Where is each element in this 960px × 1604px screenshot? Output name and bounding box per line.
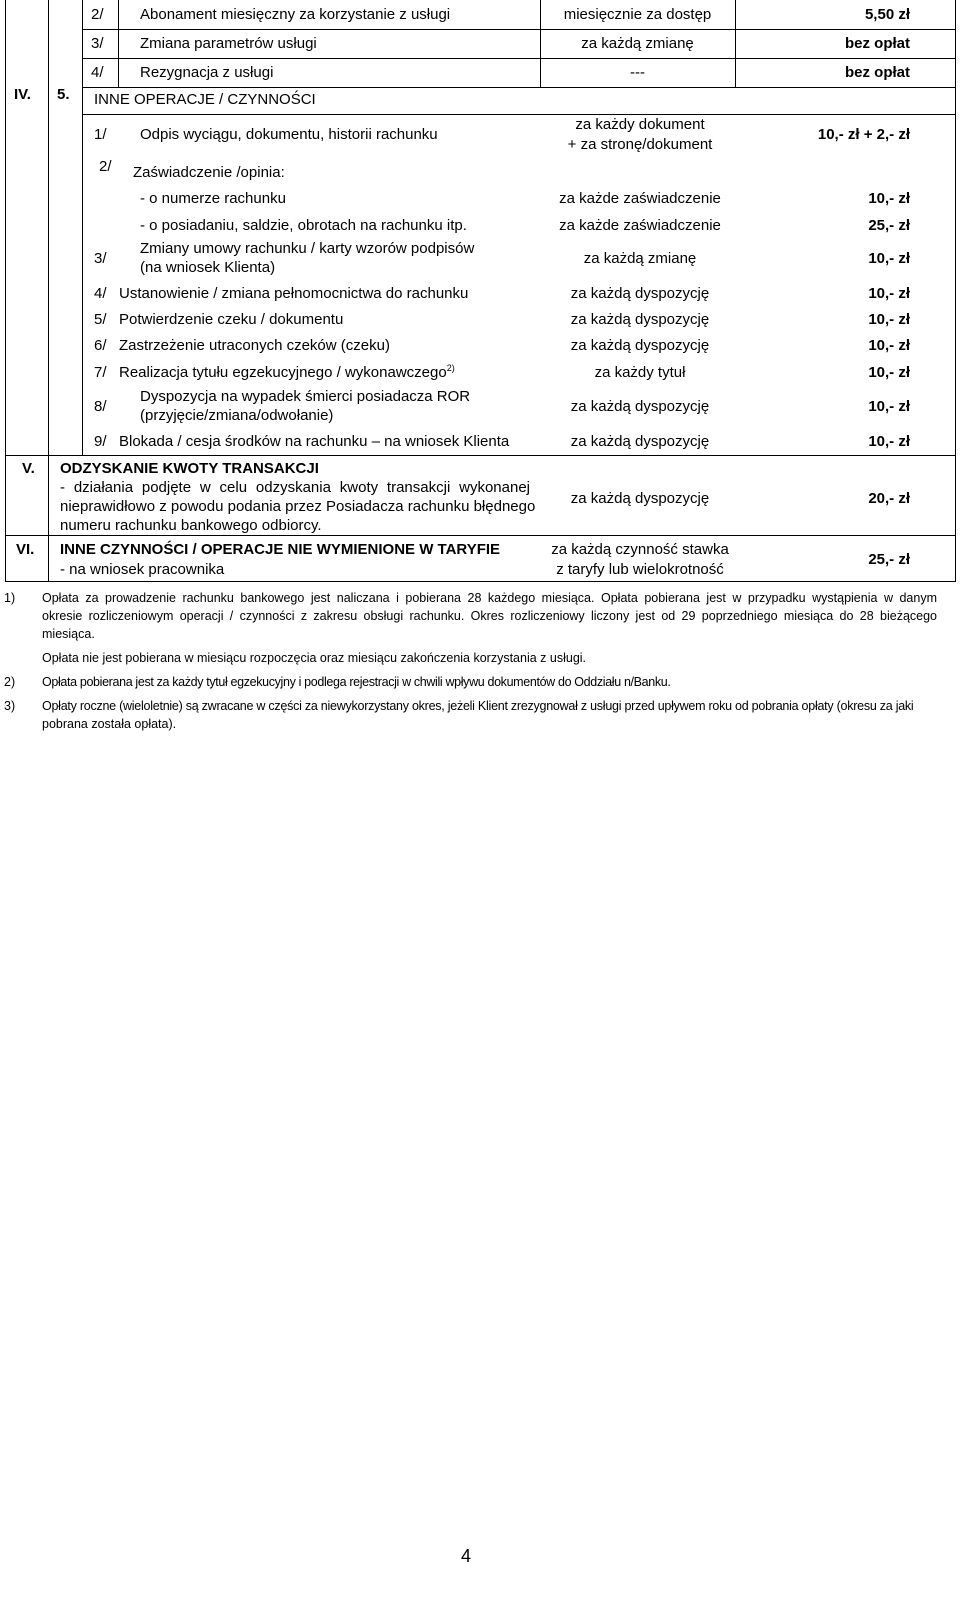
section-heading: INNE OPERACJE / CZYNNOŚCI xyxy=(94,91,316,108)
item-charge-mode: za każde zaświadczenie xyxy=(559,217,721,234)
row-description: Zmiana parametrów usługi xyxy=(140,35,317,52)
row-number: 2/ xyxy=(91,6,104,23)
item-charge-mode: za każdy dokument xyxy=(575,116,705,133)
section-description: nieprawidłowo z powodu podania przez Posiadacza rachunku błędnego xyxy=(60,498,536,515)
row-charge-mode: za każdą zmianę xyxy=(581,35,694,52)
section-roman-number: V. xyxy=(22,460,35,477)
section-description: - działania podjęte w celu odzyskania kwoty transakcji wykonanej xyxy=(60,479,530,496)
item-charge-mode: za każdą dyspozycję xyxy=(570,285,710,302)
section-heading: ODZYSKANIE KWOTY TRANSAKCJI xyxy=(60,460,319,477)
footnote-text: Opłata za prowadzenie rachunku bankowego jest naliczana i pobierana 28 każdego miesiąca. Opłata pobierana jest w przypadku wystąpienia w danym xyxy=(42,591,937,605)
section-subnumber: 5. xyxy=(57,86,70,103)
item-fee: 10,- zł xyxy=(868,433,910,450)
footnote-mark: 1) xyxy=(4,591,16,605)
footnote-mark: 3) xyxy=(4,699,16,713)
row-charge-mode: --- xyxy=(630,64,645,81)
section-charge-mode: z taryfy lub wielokrotność xyxy=(556,561,724,578)
row-number: 3/ xyxy=(91,35,104,52)
section-charge-mode: za każdą dyspozycję xyxy=(570,490,710,507)
footnote-ref: 2) xyxy=(446,363,455,373)
item-fee: 10,- zł + 2,- zł xyxy=(817,126,910,143)
footnote-text: Opłata nie jest pobierana w miesiącu rozpoczęcia oraz miesiącu zakończenia korzystania z usługi. xyxy=(42,651,587,665)
item-description: Potwierdzenie czeku / dokumentu xyxy=(119,311,344,328)
section-fee: 25,- zł xyxy=(868,551,910,568)
item-charge-mode: + za stronę/dokument xyxy=(567,136,713,153)
item-fee: 10,- zł xyxy=(868,250,910,267)
item-description: - o posiadaniu, saldzie, obrotach na rachunku itp. xyxy=(140,217,467,234)
row-number: 4/ xyxy=(91,64,104,81)
row-charge-mode: miesięcznie za dostęp xyxy=(563,6,712,23)
item-number: 3/ xyxy=(94,250,107,267)
footnote-text: Opłata pobierana jest za każdy tytuł egzekucyjny i podlega rejestracji w chwili wpływu dokumentów do Oddziału n/Banku. xyxy=(42,675,671,689)
item-fee: 10,- zł xyxy=(868,364,910,381)
item-description: - o numerze rachunku xyxy=(140,190,286,207)
section-description: numeru rachunku bankowego odbiorcy. xyxy=(60,517,322,534)
item-fee: 10,- zł xyxy=(868,190,910,207)
row-fee: 5,50 zł xyxy=(864,6,910,23)
item-fee: 25,- zł xyxy=(868,217,910,234)
item-description: Zastrzeżenie utraconych czeków (czeku) xyxy=(119,337,390,354)
item-charge-mode: za każde zaświadczenie xyxy=(559,190,721,207)
item-fee: 10,- zł xyxy=(868,311,910,328)
item-fee: 10,- zł xyxy=(868,337,910,354)
item-number: 4/ xyxy=(94,285,107,302)
item-number: 7/ xyxy=(94,364,107,381)
section-roman-number: IV. xyxy=(14,86,31,103)
section-charge-mode: za każdą czynność stawka xyxy=(551,541,729,558)
item-description: Zmiany umowy rachunku / karty wzorów podpisów xyxy=(140,240,475,257)
section-roman-number: VI. xyxy=(16,541,35,558)
item-description: Blokada / cesja środków na rachunku – na wniosek Klienta xyxy=(119,433,510,450)
item-description: Ustanowienie / zmiana pełnomocnictwa do rachunku xyxy=(119,285,469,302)
row-description: Rezygnacja z usługi xyxy=(140,64,274,81)
item-number: 2/ xyxy=(99,158,112,175)
page-number: 4 xyxy=(461,1546,472,1566)
item-charge-mode: za każdą zmianę xyxy=(583,250,697,267)
footnote-text: miesiąca. xyxy=(42,627,95,641)
footnote-text: Opłaty roczne (wieloletnie) są zwracane w części za niewykorzystany okres, jeżeli Klient zrezygnował z usługi przed upływem roku od pobrania opłaty (okresu za jaki xyxy=(42,699,914,713)
item-charge-mode: za każdą dyspozycję xyxy=(570,311,710,328)
footnote-mark: 2) xyxy=(4,675,16,689)
item-description xyxy=(119,364,455,382)
section-fee: 20,- zł xyxy=(868,490,910,507)
item-description: Odpis wyciągu, dokumentu, historii rachunku xyxy=(140,126,438,143)
item-description: (na wniosek Klienta) xyxy=(140,259,276,276)
item-fee: 10,- zł xyxy=(868,285,910,302)
item-description: (przyjęcie/zmiana/odwołanie) xyxy=(140,407,334,424)
item-description-text: Realizacja tytułu egzekucyjnego / wykonawczego xyxy=(119,364,447,381)
section-description: - na wniosek pracownika xyxy=(60,561,225,578)
item-charge-mode: za każdą dyspozycję xyxy=(570,433,710,450)
item-number: 5/ xyxy=(94,311,107,328)
item-fee: 10,- zł xyxy=(868,398,910,415)
item-number: 8/ xyxy=(94,398,107,415)
row-description: Abonament miesięczny za korzystanie z usługi xyxy=(140,6,451,23)
item-description: Dyspozycja na wypadek śmierci posiadacza ROR xyxy=(140,388,471,405)
row-fee: bez opłat xyxy=(844,35,910,52)
footnote-text: okresie rozliczeniowym operacji / czynności z zakresu obsługi rachunku. Okres rozliczeniowy liczony jest od 29 poprzedniego miesiąca do 28 bieżącego xyxy=(42,609,937,623)
footnote-text: pobrana została opłata). xyxy=(42,717,177,731)
item-number: 6/ xyxy=(94,337,107,354)
item-charge-mode: za każdy tytuł xyxy=(594,364,686,381)
item-number: 9/ xyxy=(94,433,107,450)
section-heading: INNE CZYNNOŚCI / OPERACJE NIE WYMIENIONE W TARYFIE xyxy=(60,541,501,558)
item-description: Zaświadczenie /opinia: xyxy=(133,164,285,181)
item-number: 1/ xyxy=(94,126,107,143)
row-fee: bez opłat xyxy=(844,64,910,81)
item-charge-mode: za każdą dyspozycję xyxy=(570,337,710,354)
item-charge-mode: za każdą dyspozycję xyxy=(570,398,710,415)
